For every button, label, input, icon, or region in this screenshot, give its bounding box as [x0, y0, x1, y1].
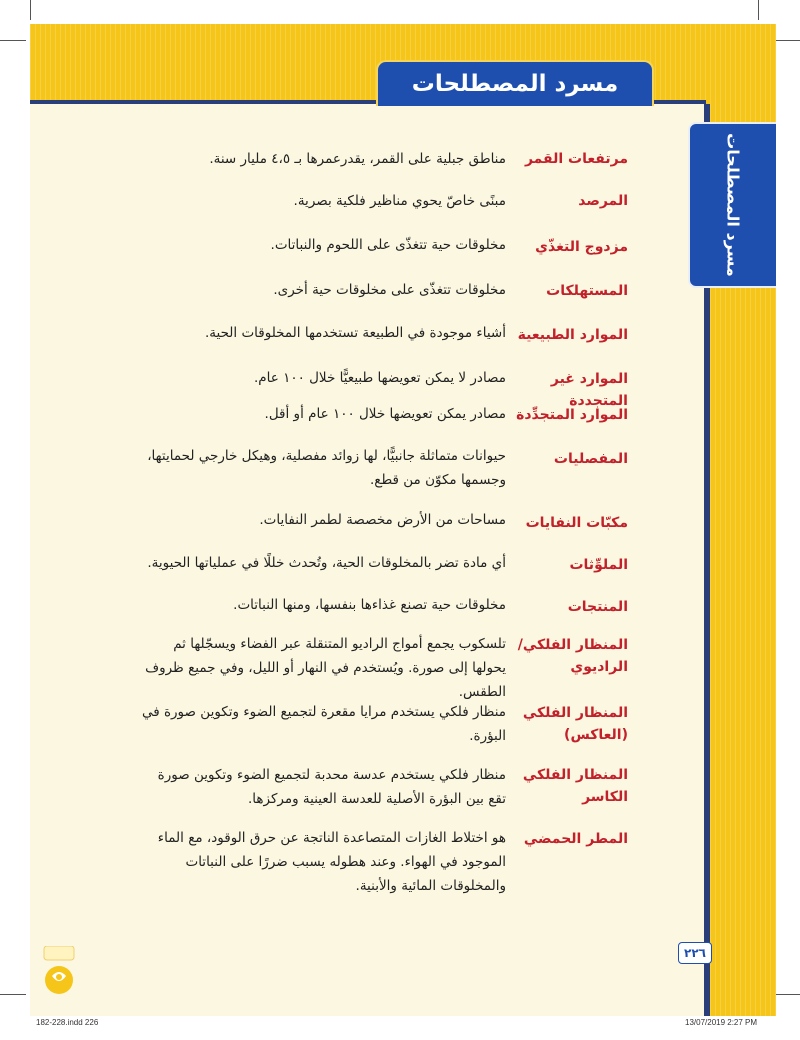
publisher-logo-icon	[40, 946, 78, 996]
side-tab-label: مسرد المصطلحات	[723, 133, 743, 277]
crop-mark	[30, 0, 31, 20]
glossary-definition: مساحات من الأرض مخصصة لطمر النفايات.	[259, 512, 506, 528]
glossary-term: المنظار الفلكي (العاكس)	[522, 705, 628, 743]
glossary-term: مزدوج التغذّي	[535, 239, 628, 255]
glossary-term: مكبّات النفايات	[525, 515, 628, 531]
glossary-definition: مخلوقات حية تصنع غذاءها بنفسها، ومنها النباتات.	[233, 597, 506, 613]
crop-mark	[758, 0, 759, 20]
glossary-term: الملوِّثات	[569, 557, 628, 573]
glossary-definition: أي مادة تضر بالمخلوقات الحية، وتُحدث خللًا في عملياتها الحيوية.	[147, 555, 506, 571]
glossary-definition: منظار فلكي يستخدم عدسة محدبة لتجميع الضوء وتكوين صورة تقع بين البؤرة الأصلية للعدسة العينية ومركزها.	[157, 767, 506, 807]
glossary-definition: تلسكوب يجمع أمواج الراديو المتنقلة عبر الفضاء ويسجّلها ثم يحولها إلى صورة. ويُستخدم في النهار أو الليل، وفي جميع ظروف الطقس.	[145, 636, 506, 700]
glossary-definition: مناطق جبلية على القمر، يقدرعمرها بـ ٤،٥ مليار سنة.	[209, 151, 506, 167]
glossary-definition: أشياء موجودة في الطبيعة تستخدمها المخلوقات الحية.	[204, 325, 506, 341]
glossary-definition: مخلوقات تتغذّى على مخلوقات حية أخرى.	[273, 282, 506, 298]
glossary-definition: هو اختلاط الغازات المتصاعدة الناتجة عن حرق الوقود، مع الماء الموجود في الهواء. وعند هطوله يسبب ضررًا على النباتات والمخلوقات المائية والأبنية.	[157, 830, 506, 894]
crop-mark	[774, 994, 800, 995]
page-title: مسرد المصطلحات	[411, 71, 619, 97]
glossary-term: المنتجات	[567, 599, 628, 615]
glossary-term: المرصد	[578, 193, 628, 209]
footer-file-label: 182-228.indd 226	[36, 1018, 99, 1027]
glossary-term: الموارد غير المتجددة	[550, 371, 628, 409]
glossary-term: الموارد المتجدِّدة	[516, 407, 628, 423]
crop-mark	[774, 40, 800, 41]
page-title-box	[376, 60, 654, 106]
glossary-term: المفصليات	[553, 451, 628, 467]
glossary-definition: مبنًى خاصّ يحوي مناظير فلكية بصرية.	[293, 193, 506, 209]
glossary-term: مرتفعات القمر	[524, 151, 628, 167]
glossary-term: المنظار الفلكي/ الراديوي	[517, 637, 628, 675]
glossary-definition: مخلوقات حية تتغذّى على اللحوم والنباتات.	[270, 237, 506, 253]
glossary-term: المستهلكات	[546, 283, 628, 299]
page-number: ٢٢٦	[678, 942, 712, 964]
side-tab	[688, 122, 776, 288]
footer-timestamp: 13/07/2019 2:27 PM	[685, 1018, 758, 1027]
crop-mark	[0, 994, 26, 995]
glossary-term: المطر الحمضي	[523, 831, 628, 847]
glossary-definition: مصادر لا يمكن تعويضها طبيعيًّا خلال ١٠٠ عام.	[253, 370, 506, 386]
crop-mark	[0, 40, 26, 41]
glossary-definition: حيوانات متماثلة جانبيًّا، لها زوائد مفصلية، وهيكل خارجي لحمايتها، وجسمها مكوّن من قطع.	[147, 448, 506, 488]
glossary-term: المنظار الفلكي الكاسر	[522, 767, 628, 805]
glossary-definition: منظار فلكي يستخدم مرايا مقعرة لتجميع الضوء وتكوين صورة في البؤرة.	[141, 704, 506, 744]
glossary-definition: مصادر يمكن تعويضها خلال ١٠٠ عام أو أقل.	[264, 406, 506, 422]
glossary-term: الموارد الطبيعية	[517, 327, 628, 343]
